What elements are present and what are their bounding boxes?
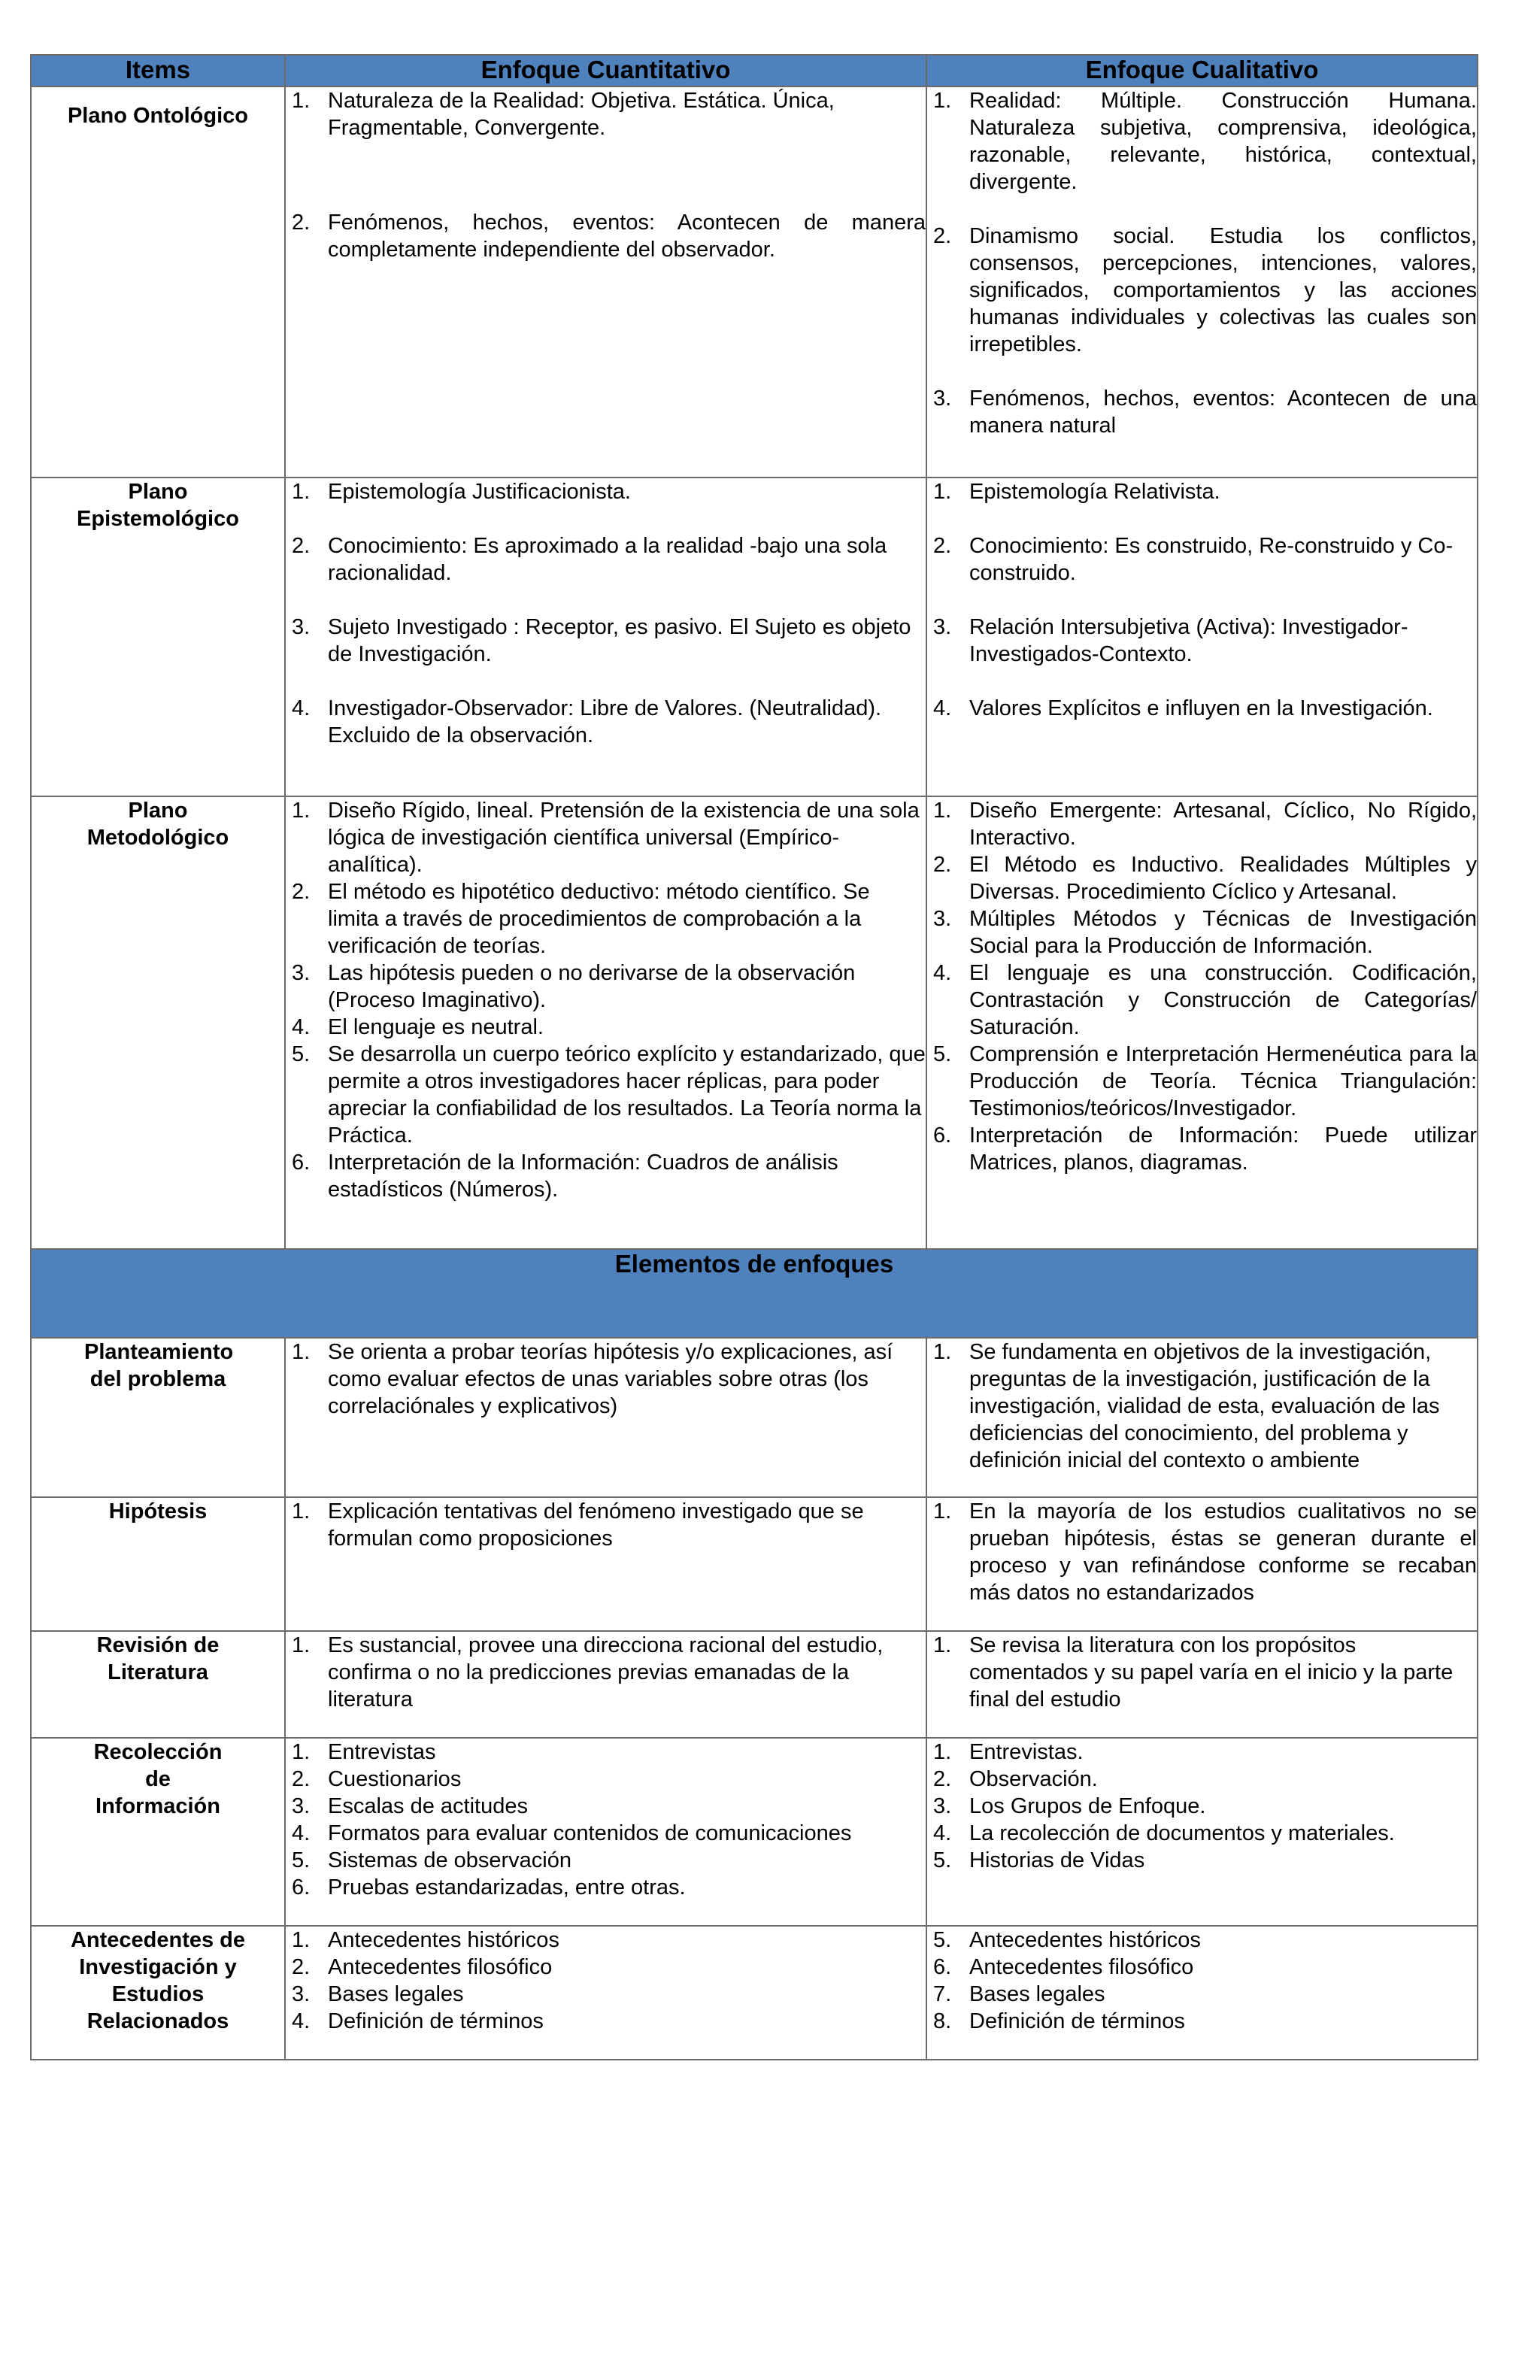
list-item: 3. Bases legales [292,1982,464,2006]
list-item: 1. Epistemología Relativista. [933,480,1220,504]
row-label: Plano Ontológico [31,86,285,478]
list-item: 2. Cuestionarios [292,1767,462,1791]
cuant-cell [285,1631,926,1738]
list-item: 7. Bases legales [933,1982,1105,2006]
list-item: 2. Fenómenos, hechos, eventos: Acontecen de manera completamente independiente del observador. [292,211,926,262]
list-item: 3. Los Grupos de Enfoque. [933,1794,1206,1818]
cual-cell [926,1926,1478,2060]
comparison-table [30,54,1478,2060]
list-item: 1. Entrevistas [292,1740,436,1764]
list-item: 8. Definición de términos [933,2009,1185,2033]
list-item: 2. El método es hipotético deductivo: método científico. Se limita a través de procedimientos de comprobación a la verificación de teorías. [292,880,870,958]
cuant-cell [285,796,926,1249]
cual-cell [926,796,1478,1249]
list-item: 1. Explicación tentativas del fenómeno investigado que se formulan como proposiciones [292,1499,864,1551]
list-item: 3. Las hipótesis pueden o no derivarse de la observación (Proceso Imaginativo). [292,961,856,1012]
cual-cell [926,1497,1478,1631]
list-item: 5. Se desarrolla un cuerpo teórico explícito y estandarizado, que permite a otros investigadores hacer réplicas, para poder apreciar la confiabilidad de los resultados. La Teoría norma la Práctica. [292,1042,926,1148]
row-label: Antecedentes de Investigación y Estudios Relacionados [31,1926,285,2060]
cuant-cell [285,1738,926,1926]
list-item: 3. Sujeto Investigado : Receptor, es pasivo. El Sujeto es objeto de Investigación. [292,615,911,666]
cual-cell [926,86,1478,478]
row-label: Planteamiento del problema [31,1338,285,1497]
header-cuantitativo: Enfoque Cuantitativo [285,55,926,86]
list-item: 4. Definición de términos [292,2009,544,2033]
list-item: 2. Conocimiento: Es aproximado a la realidad -bajo una sola racionalidad. [292,534,887,585]
header-cualitativo: Enfoque Cualitativo [926,55,1478,86]
list-item: 2. Antecedentes filosófico [292,1955,553,1979]
list-item: 6. Antecedentes filosófico [933,1955,1194,1979]
row-label: Hipótesis [31,1497,285,1631]
list-item: 1. En la mayoría de los estudios cualitativos no se prueban hipótesis, éstas se generan durante el proceso y van refinándose conforme se recaban más datos no estandarizados [933,1499,1477,1605]
cuant-cell [285,1926,926,2060]
list-item: 1. Diseño Emergente: Artesanal, Cíclico, No Rígido, Interactivo. [933,799,1477,850]
list-item: 4. El lenguaje es neutral. [292,1015,544,1039]
list-item: 2. Observación. [933,1767,1098,1791]
list-item: 6. Pruebas estandarizadas, entre otras. [292,1875,686,1899]
list-item: 5. Sistemas de observación [292,1848,571,1872]
cuant-cell [285,86,926,478]
list-item: 3. Fenómenos, hechos, eventos: Acontecen de una manera natural [933,387,1477,438]
list-item: 4. Formatos para evaluar contenidos de comunicaciones [292,1821,852,1845]
row-plano-metodologico [31,796,1478,1249]
list-item: 1. Es sustancial, provee una direcciona racional del estudio, confirma o no la predicciones previas emanadas de la literatura [292,1633,884,1711]
list-item: 2. Dinamismo social. Estudia los conflictos, consensos, percepciones, intenciones, valores, significados, comportamientos y las acciones humanas individuales y colectivas las cuales son irrepetibles. [933,224,1477,356]
section-row [31,1249,1478,1338]
cuant-cell [285,478,926,796]
list-item: 1. Realidad: Múltiple. Construcción Humana. Naturaleza subjetiva, comprensiva, ideológica, razonable, relevante, histórica, contextual, divergente. [933,89,1477,194]
list-item: 1. Naturaleza de la Realidad: Objetiva. Estática. Única, Fragmentable, Convergente. [292,89,835,140]
list-item: 6. Interpretación de la Información: Cuadros de análisis estadísticos (Números). [292,1151,838,1202]
list-item: 5. Historias de Vidas [933,1848,1145,1872]
cual-cell [926,1738,1478,1926]
cual-cell [926,1631,1478,1738]
list-item: 4. Investigador-Observador: Libre de Valores. (Neutralidad). Excluido de la observación. [292,696,882,747]
cual-cell [926,1338,1478,1497]
list-item: 1. Se revisa la literatura con los propósitos comentados y su papel varía en el inicio y la parte final del estudio [933,1633,1454,1711]
list-item: 3. Relación Intersubjetiva (Activa): Investigador-Investigados-Contexto. [933,615,1408,666]
list-item: 1. Entrevistas. [933,1740,1084,1764]
header-items: Items [31,55,285,86]
row-antecedentes [31,1926,1478,2060]
cuant-cell [285,1497,926,1631]
row-revision-literatura [31,1631,1478,1738]
row-label: Recolección de Información [31,1738,285,1926]
list-item: 1. Diseño Rígido, lineal. Pretensión de la existencia de una sola lógica de investigación científica universal (Empírico-analítica). [292,799,920,877]
cuant-cell [285,1338,926,1497]
list-item: 2. El Método es Inductivo. Realidades Múltiples y Diversas. Procedimiento Cíclico y Artesanal. [933,853,1477,904]
list-item: 4. Valores Explícitos e influyen en la Investigación. [933,696,1433,720]
list-item: 1. Se fundamenta en objetivos de la investigación, preguntas de la investigación, justificación de la investigación, vialidad de esta, evaluación de las deficiencias del conocimiento, del problema y definición inicial del contexto o ambiente [933,1340,1440,1472]
list-item: 6. Interpretación de Información: Puede utilizar Matrices, planos, diagramas. [933,1123,1477,1175]
row-label: Plano Epistemológico [31,478,285,796]
list-item: 4. La recolección de documentos y materiales. [933,1821,1395,1845]
row-label: Plano Metodológico [31,796,285,1249]
list-item: 2. Conocimiento: Es construido, Re-construido y Co-construido. [933,534,1454,585]
row-label: Revisión de Literatura [31,1631,285,1738]
list-item: 1. Epistemología Justificacionista. [292,480,631,504]
row-recoleccion [31,1738,1478,1926]
list-item: 5. Comprensión e Interpretación Hermenéutica para la Producción de Teoría. Técnica Triangulación: Testimonios/teóricos/Investigador. [933,1042,1477,1120]
section-title: Elementos de enfoques [31,1249,1478,1338]
row-plano-ontologico [31,86,1478,478]
row-planteamiento [31,1338,1478,1497]
header-row [31,55,1478,86]
cual-cell [926,478,1478,796]
row-plano-epistemologico [31,478,1478,796]
list-item: 4. El lenguaje es una construcción. Codificación, Contrastación y Construcción de Categorías/ Saturación. [933,961,1477,1039]
list-item: 3. Escalas de actitudes [292,1794,528,1818]
row-hipotesis [31,1497,1478,1631]
list-item: 1. Se orienta a probar teorías hipótesis y/o explicaciones, así como evaluar efectos de unas variables sobre otras (los correlaciónales y explicativos) [292,1340,893,1418]
list-item: 1. Antecedentes históricos [292,1928,559,1952]
list-item: 3. Múltiples Métodos y Técnicas de Investigación Social para la Producción de Información. [933,907,1477,958]
list-item: 5. Antecedentes históricos [933,1928,1201,1952]
